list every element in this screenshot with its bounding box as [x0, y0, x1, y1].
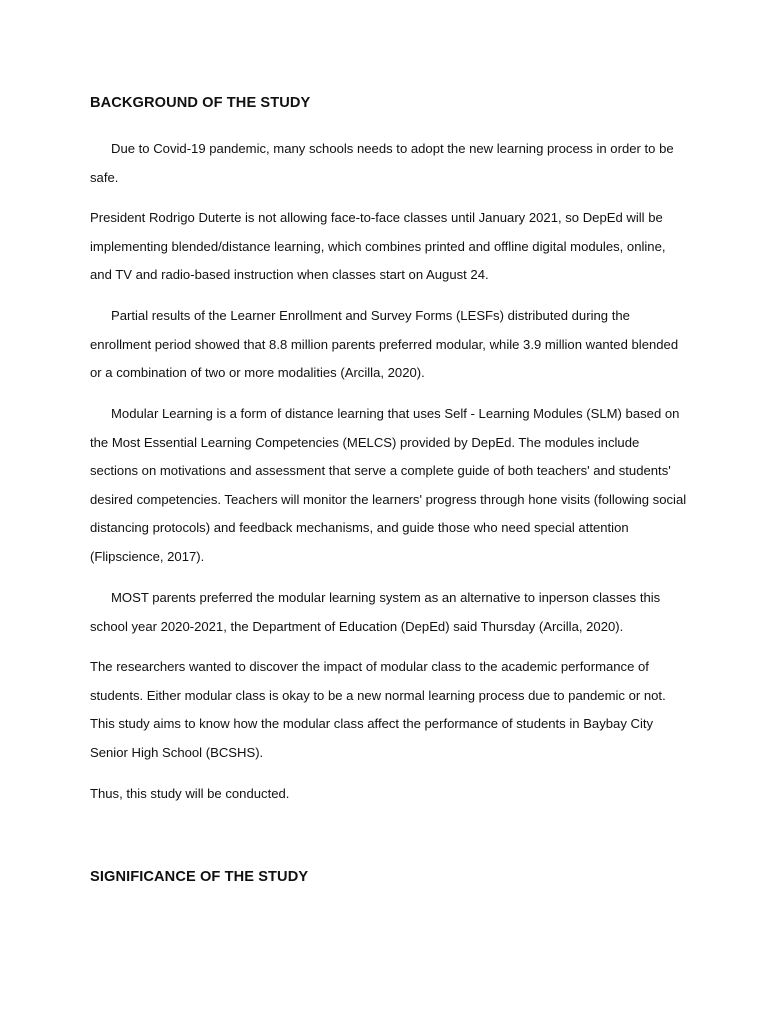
- background-heading: BACKGROUND OF THE STUDY: [90, 95, 311, 111]
- paragraph-lesf: Partial results of the Learner Enrollment and Survey Forms (LESFs) distributed during the enrollment period showed that 8.8 million parents preferred modular, while 3.9 million wanted blended or a combination of two or more modalities (Arcilla, 2020).: [90, 308, 679, 380]
- paragraph-modular-learning: Modular Learning is a form of distance learning that uses Self - Learning Modules (SLM) based on the Most Essential Learning Competencies (MELCS) provided by DepEd. The modules include sections on motivations and assessment that serve a complete guide of both teachers' and students' desired competencies. Teachers will monitor the learners' progress through hone visits (following social distancing protocols) and feedback mechanisms, and guide those who need special attention (Flipscience, 2017).: [90, 406, 687, 564]
- paragraph-conclusion: Thus, this study will be conducted.: [90, 786, 290, 801]
- paragraph-researchers: The researchers wanted to discover the impact of modular class to the academic performance of students. Either modular class is okay to be a new normal learning process due to pandemic or not. This study aims to know how the modular class affect the performance of students in Baybay City Senior High School (BCSHS).: [90, 659, 666, 760]
- paragraph-covid: Due to Covid-19 pandemic, many schools needs to adopt the new learning process in order to be safe.: [90, 141, 674, 185]
- paragraph-duterte: President Rodrigo Duterte is not allowing face-to-face classes until January 2021, so DepEd will be implementing blended/distance learning, which combines printed and offline digital modules, online, and TV and radio-based instruction when classes start on August 24.: [90, 210, 666, 282]
- paragraph-parents-preferred: MOST parents preferred the modular learning system as an alternative to inperson classes this school year 2020-2021, the Department of Education (DepEd) said Thursday (Arcilla, 2020).: [90, 590, 661, 634]
- significance-heading: SIGNIFICANCE OF THE STUDY: [90, 869, 309, 885]
